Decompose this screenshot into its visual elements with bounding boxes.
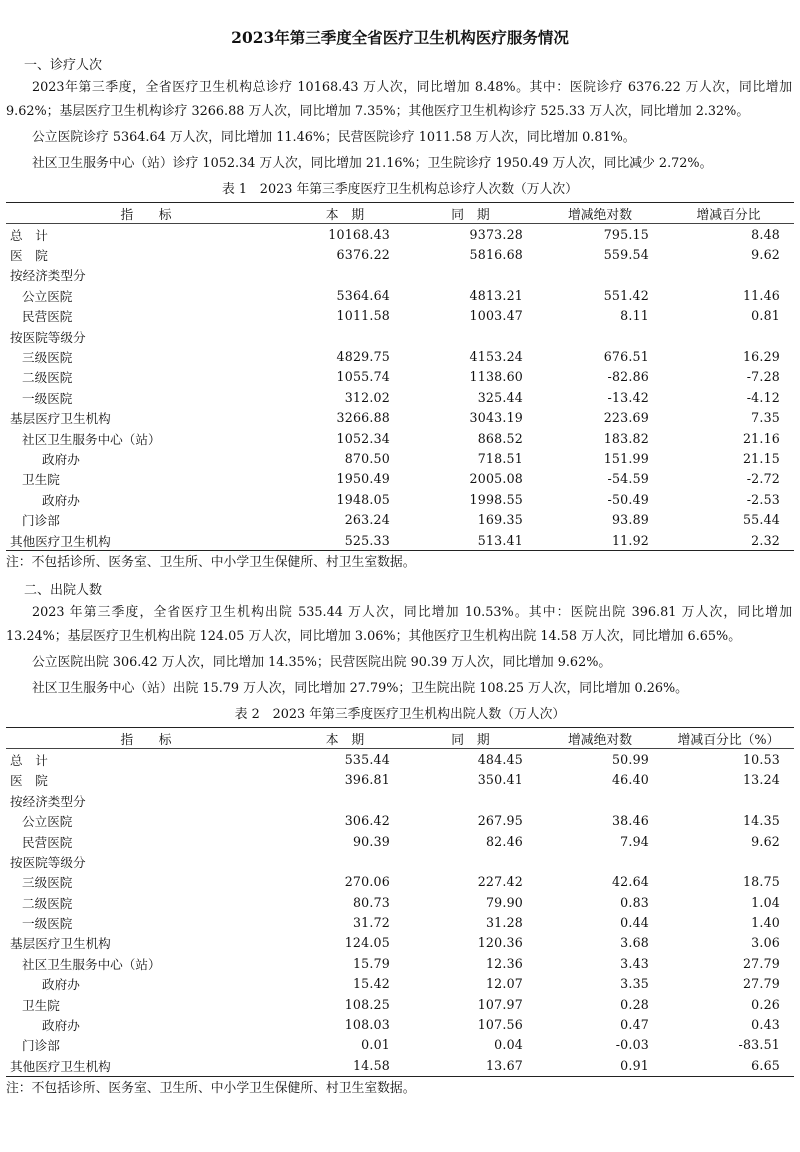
table-row <box>6 831 794 851</box>
table-cell: 0.26 <box>751 996 780 1012</box>
table-cell <box>537 326 663 346</box>
table-cell: 169.35 <box>477 512 523 528</box>
table-cell: 42.64 <box>611 874 649 890</box>
row-label: 社区卫生服务中心（站） <box>22 431 161 447</box>
table-row <box>6 1035 794 1055</box>
row-label: 政府办 <box>42 492 80 508</box>
table-cell: -2.53 <box>746 491 780 507</box>
table-cell: 535.44 <box>344 751 390 767</box>
table-cell: 0.04 <box>494 1037 523 1053</box>
table-cell <box>286 326 404 346</box>
table-cell: 1052.34 <box>336 430 390 446</box>
table-cell: 79.90 <box>485 894 523 910</box>
table-cell: 12.36 <box>485 955 523 971</box>
table-cell: 27.79 <box>742 976 780 992</box>
table-cell: 551.42 <box>603 287 649 303</box>
table-row <box>6 851 794 871</box>
row-label: 公立医院 <box>22 814 73 830</box>
table-cell: 6.65 <box>751 1057 780 1073</box>
row-label: 其他医疗卫生机构 <box>10 533 111 549</box>
visits-table <box>6 202 794 551</box>
table-cell <box>663 265 794 285</box>
column-header: 本 期 <box>286 728 404 749</box>
table-cell: 5364.64 <box>336 287 390 303</box>
table-cell: 795.15 <box>603 226 649 242</box>
table-cell: 1948.05 <box>336 491 390 507</box>
table-cell: 18.75 <box>742 874 780 890</box>
table-cell: 31.72 <box>352 915 390 931</box>
table-cell: 107.56 <box>477 1017 523 1033</box>
table-row <box>6 428 794 448</box>
table-cell: 325.44 <box>477 389 523 405</box>
table-note: 注：不包括诊所、医务室、卫生所、中小学卫生保健所、村卫生室数据。 <box>6 555 416 571</box>
table-cell: 1055.74 <box>336 369 390 385</box>
table-cell <box>537 851 663 871</box>
table-cell: -0.03 <box>615 1037 649 1053</box>
table-cell: 223.69 <box>603 410 649 426</box>
table-cell: 868.52 <box>477 430 523 446</box>
table-cell: 0.91 <box>620 1057 649 1073</box>
table-row <box>6 448 794 468</box>
table-cell: 1.04 <box>751 894 780 910</box>
table-cell <box>663 851 794 871</box>
table-cell: 8.11 <box>620 308 649 324</box>
table-row <box>6 469 794 489</box>
paragraph: 社区卫生服务中心（站）诊疗 1052.34 万人次，同比增加 21.16%；卫生院诊疗 1950.49 万人次，同比减少 2.72%。 <box>32 156 713 171</box>
discharges-table <box>6 727 794 1076</box>
column-header: 本 期 <box>286 203 404 224</box>
table-cell <box>286 790 404 810</box>
table-cell: 55.44 <box>742 512 780 528</box>
column-header: 增减绝对数 <box>537 728 663 749</box>
table-cell: 3.06 <box>751 935 780 951</box>
column-header: 指 标 <box>6 203 286 224</box>
section-heading-discharges: 二、出院人数 <box>24 583 103 599</box>
row-label: 民营医院 <box>22 834 73 850</box>
table-cell: 124.05 <box>344 935 390 951</box>
table-header-row <box>6 203 794 224</box>
table-row <box>6 953 794 973</box>
table-cell: 1998.55 <box>469 491 523 507</box>
table-cell: 3.68 <box>620 935 649 951</box>
table-cell: 14.35 <box>742 813 780 829</box>
table-cell <box>404 790 537 810</box>
table-cell: 38.46 <box>611 813 649 829</box>
table-cell: 1950.49 <box>336 471 390 487</box>
table-cell: 870.50 <box>344 450 390 466</box>
row-label: 民营医院 <box>22 309 73 325</box>
table-cell: 0.44 <box>620 915 649 931</box>
table-cell: 3266.88 <box>336 410 390 426</box>
table-cell: 0.81 <box>751 308 780 324</box>
table-row <box>6 224 794 245</box>
table-cell: 46.40 <box>611 772 649 788</box>
table-cell: 2005.08 <box>469 471 523 487</box>
table-cell: 107.97 <box>477 996 523 1012</box>
table-cell: 9.62 <box>751 247 780 263</box>
table-cell: 120.36 <box>477 935 523 951</box>
table-cell: 267.95 <box>477 813 523 829</box>
column-header: 增减绝对数 <box>537 203 663 224</box>
table-cell: 27.79 <box>742 955 780 971</box>
table-row <box>6 892 794 912</box>
row-label: 二级医院 <box>22 895 73 911</box>
row-label: 门诊部 <box>22 513 60 529</box>
row-label: 政府办 <box>42 1018 80 1034</box>
table-cell: 0.28 <box>620 996 649 1012</box>
table-cell: -82.86 <box>607 369 649 385</box>
table-cell: -50.49 <box>607 491 649 507</box>
table-row <box>6 810 794 830</box>
table-cell: 312.02 <box>344 389 390 405</box>
paragraph: 公立医院诊疗 5364.64 万人次，同比增加 11.46%；民营医院诊疗 1011.58 万人次，同比增加 0.81%。 <box>32 130 636 145</box>
row-label: 二级医院 <box>22 370 73 386</box>
table-row <box>6 530 794 551</box>
table-cell: 14.58 <box>352 1057 390 1073</box>
table-cell: 183.82 <box>603 430 649 446</box>
table-row <box>6 408 794 428</box>
table-cell: 0.43 <box>751 1017 780 1033</box>
table-row <box>6 974 794 994</box>
table-cell: 4153.24 <box>469 349 523 365</box>
table-cell: -2.72 <box>746 471 780 487</box>
table-cell: 12.07 <box>485 976 523 992</box>
table-row <box>6 387 794 407</box>
table-cell: 559.54 <box>603 247 649 263</box>
table-row <box>6 933 794 953</box>
table-cell: 4813.21 <box>469 287 523 303</box>
table-cell <box>286 851 404 871</box>
row-label: 医 院 <box>10 248 48 264</box>
table-cell: 50.99 <box>611 751 649 767</box>
table-cell: -83.51 <box>738 1037 780 1053</box>
table-cell: 15.42 <box>352 976 390 992</box>
table-cell: 11.46 <box>742 287 780 303</box>
row-label: 其他医疗卫生机构 <box>10 1058 111 1074</box>
table-body <box>6 224 794 551</box>
table-cell: 718.51 <box>477 450 523 466</box>
table-caption-discharges: 表 2 2023 年第三季度医疗卫生机构出院人数（万人次） <box>234 707 566 723</box>
table-cell: 2.32 <box>751 532 780 548</box>
table-cell: 525.33 <box>344 532 390 548</box>
table-row <box>6 326 794 346</box>
table-cell: 3.35 <box>620 976 649 992</box>
document-title: 2023年第三季度全省医疗卫生机构医疗服务情况 <box>231 28 569 47</box>
table-cell <box>404 326 537 346</box>
table-caption-visits: 表 1 2023 年第三季度医疗卫生机构总诊疗人次数（万人次） <box>222 182 578 197</box>
row-label: 基层医疗卫生机构 <box>10 411 111 427</box>
table-cell: 1011.58 <box>336 308 390 324</box>
table-cell: -13.42 <box>607 389 649 405</box>
row-label: 一级医院 <box>22 390 73 406</box>
table-cell: 13.24 <box>742 772 780 788</box>
row-label: 三级医院 <box>22 350 73 366</box>
table-row <box>6 749 794 770</box>
table-row <box>6 1014 794 1034</box>
column-header: 同 期 <box>404 728 537 749</box>
table-cell: 151.99 <box>603 450 649 466</box>
table-row <box>6 1055 794 1076</box>
table-cell: 676.51 <box>603 349 649 365</box>
table-row <box>6 285 794 305</box>
table-cell: 3043.19 <box>469 410 523 426</box>
table-row <box>6 790 794 810</box>
row-label: 按经济类型分 <box>10 268 86 284</box>
table-cell: -7.28 <box>746 369 780 385</box>
table-cell: 396.81 <box>344 772 390 788</box>
table-cell: 306.42 <box>344 813 390 829</box>
table-cell: 11.92 <box>611 532 649 548</box>
table-cell: 270.06 <box>344 874 390 890</box>
table-cell: 350.41 <box>477 772 523 788</box>
table-cell: 13.67 <box>485 1057 523 1073</box>
column-header: 增减百分比（%） <box>663 728 794 749</box>
row-label: 总 计 <box>10 752 48 768</box>
row-label: 社区卫生服务中心（站） <box>22 956 161 972</box>
column-header: 指 标 <box>6 728 286 749</box>
table-note: 注：不包括诊所、医务室、卫生所、中小学卫生保健所、村卫生室数据。 <box>6 1080 416 1096</box>
table-row <box>6 509 794 529</box>
table-cell: 0.47 <box>620 1017 649 1033</box>
row-label: 医 院 <box>10 773 48 789</box>
table-row <box>6 265 794 285</box>
paragraph: 社区卫生服务中心（站）出院 15.79 万人次，同比增加 27.79%；卫生院出院 108.25 万人次，同比增加 0.26%。 <box>32 681 688 697</box>
table-cell: 90.39 <box>352 833 390 849</box>
table-cell: 8.48 <box>751 226 780 242</box>
table-cell: 93.89 <box>611 512 649 528</box>
paragraph: 2023年第三季度，全省医疗卫生机构总诊疗 10168.43 万人次，同比增加 8.48%。其中：医院诊疗 6376.22 万人次，同比增加 9.62%；基层医疗卫生机构诊疗 3266.88 万人次，同比增加 7.35%；其他医疗卫生机构诊疗 525.33 万人次，同比增加 2.32%。 <box>6 80 792 119</box>
table-cell: 513.41 <box>477 532 523 548</box>
table-cell: 0.01 <box>361 1037 390 1053</box>
table-cell: 6376.22 <box>336 247 390 263</box>
row-label: 基层医疗卫生机构 <box>10 936 111 952</box>
table-cell: 7.35 <box>751 410 780 426</box>
table-cell: 3.43 <box>620 955 649 971</box>
row-label: 按医院等级分 <box>10 854 86 870</box>
table-cell: 9373.28 <box>469 226 523 242</box>
table-cell: 227.42 <box>477 874 523 890</box>
row-label: 卫生院 <box>22 997 60 1013</box>
paragraph: 2023 年第三季度，全省医疗卫生机构出院 535.44 万人次，同比增加 10.53%。其中：医院出院 396.81 万人次，同比增加 13.24%；基层医疗卫生机构出院 124.05 万人次，同比增加 3.06%；其他医疗卫生机构出院 14.58 万人次，同比增加 6.65%。 <box>6 605 792 645</box>
paragraph: 公立医院出院 306.42 万人次，同比增加 14.35%；民营医院出院 90.39 万人次，同比增加 9.62%。 <box>32 655 612 671</box>
row-label: 门诊部 <box>22 1038 60 1054</box>
table-row <box>6 872 794 892</box>
table-cell: 80.73 <box>352 894 390 910</box>
table-cell: 16.29 <box>742 349 780 365</box>
table-row <box>6 346 794 366</box>
table-cell: 1.40 <box>751 915 780 931</box>
table-row <box>6 912 794 932</box>
table-cell <box>663 790 794 810</box>
table-cell <box>537 265 663 285</box>
table-cell: 484.45 <box>477 751 523 767</box>
table-cell: 0.83 <box>620 894 649 910</box>
column-header: 同 期 <box>404 203 537 224</box>
table-cell: 31.28 <box>485 915 523 931</box>
table-row <box>6 489 794 509</box>
table-row <box>6 770 794 790</box>
table-cell: -4.12 <box>746 389 780 405</box>
column-header: 增减百分比 <box>663 203 794 224</box>
table-cell: 1003.47 <box>469 308 523 324</box>
table-cell <box>537 790 663 810</box>
row-label: 公立医院 <box>22 288 73 304</box>
table-cell: 9.62 <box>751 833 780 849</box>
table-cell <box>663 326 794 346</box>
table-cell <box>404 851 537 871</box>
row-label: 三级医院 <box>22 875 73 891</box>
table-cell: 7.94 <box>620 833 649 849</box>
table-cell: 10.53 <box>742 751 780 767</box>
table-cell: 15.79 <box>352 955 390 971</box>
table-cell: -54.59 <box>607 471 649 487</box>
table-header-row <box>6 728 794 749</box>
table-row <box>6 367 794 387</box>
row-label: 按经济类型分 <box>10 793 86 809</box>
section-heading-visits: 一、诊疗人次 <box>24 58 103 73</box>
table-cell: 108.03 <box>344 1017 390 1033</box>
row-label: 一级医院 <box>22 916 73 932</box>
table-cell: 5816.68 <box>469 247 523 263</box>
table-cell: 10168.43 <box>328 226 390 242</box>
table-body <box>6 749 794 1076</box>
table-cell: 1138.60 <box>469 369 523 385</box>
row-label: 总 计 <box>10 227 48 243</box>
table-cell: 108.25 <box>344 996 390 1012</box>
table-row <box>6 994 794 1014</box>
table-cell: 82.46 <box>485 833 523 849</box>
table-cell: 21.15 <box>742 450 780 466</box>
table-cell <box>286 265 404 285</box>
row-label: 政府办 <box>42 451 80 467</box>
table-cell: 4829.75 <box>336 349 390 365</box>
row-label: 卫生院 <box>22 472 60 488</box>
table-cell: 21.16 <box>742 430 780 446</box>
row-label: 政府办 <box>42 977 80 993</box>
table-cell: 263.24 <box>344 512 390 528</box>
table-row <box>6 306 794 326</box>
table-cell <box>404 265 537 285</box>
row-label: 按医院等级分 <box>10 329 86 345</box>
table-row <box>6 244 794 264</box>
